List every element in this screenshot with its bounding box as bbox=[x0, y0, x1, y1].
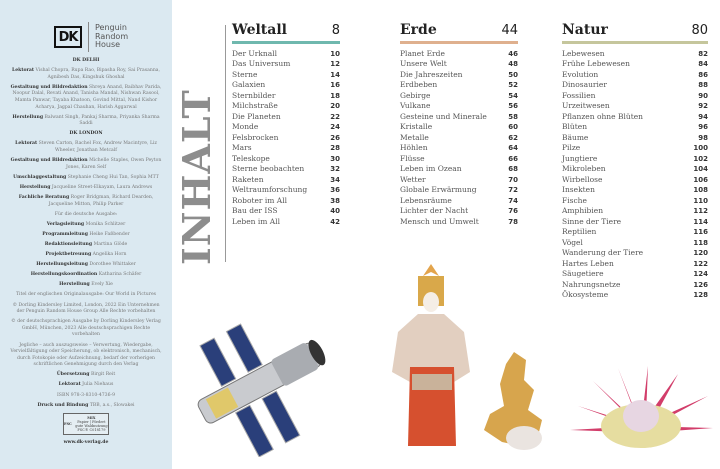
toc-entry[interactable] bbox=[232, 206, 340, 217]
toc-entry-title: Hartes Leben bbox=[562, 258, 614, 268]
credits-line bbox=[8, 115, 164, 128]
credits-role: Übersetzung bbox=[56, 372, 90, 378]
toc-entry-title: Teleskope bbox=[232, 153, 270, 163]
dk-logo: DK bbox=[54, 26, 82, 48]
toc-entry-title: Fische bbox=[562, 195, 587, 205]
toc-entry[interactable] bbox=[232, 59, 340, 70]
section-title[interactable]: Erde bbox=[400, 22, 437, 38]
toc-entry-title: Bäume bbox=[562, 132, 589, 142]
toc-entry[interactable] bbox=[400, 175, 518, 186]
toc-entry-title: Die Jahreszeiten bbox=[400, 69, 463, 79]
toc-entry-page: 68 bbox=[508, 165, 518, 173]
toc-entry-title: Lichter der Nacht bbox=[400, 206, 469, 215]
toc-entry[interactable] bbox=[562, 238, 708, 249]
toc-entry-page: 120 bbox=[693, 249, 708, 257]
toc-entry-page: 74 bbox=[508, 196, 518, 205]
credits-names: Roger Bridgman, Richard Dearden, Jacqueline Mitton, Philip Parker bbox=[48, 195, 154, 207]
toc-entry[interactable] bbox=[400, 206, 518, 217]
toc-entry[interactable] bbox=[562, 259, 708, 270]
toc-entry-page: 126 bbox=[693, 280, 708, 289]
toc-entry-title: Planet Erde bbox=[400, 48, 445, 58]
toc-entry-title: Wirbellose bbox=[562, 174, 603, 184]
section-header[interactable] bbox=[562, 22, 708, 41]
geisha-figure-image bbox=[390, 262, 472, 454]
toc-section-erde bbox=[400, 22, 518, 227]
credits-heading-text: DK LONDON bbox=[69, 131, 103, 137]
toc-entry-title: Leben im All bbox=[232, 216, 280, 226]
toc-entry-title: Milchstraße bbox=[232, 101, 278, 110]
toc-entry[interactable] bbox=[400, 112, 518, 123]
credits-role: Gestaltung und Bildredaktion bbox=[10, 84, 88, 90]
credits-names: Vishal Chopra, Rupa Rao, Bipasha Roy, Sai Prasanna, Agnibesh Das, Kingshuk Ghoshal bbox=[35, 68, 160, 80]
credits-role: Verlagsleitung bbox=[46, 221, 85, 227]
credits-line bbox=[8, 282, 164, 289]
toc-entry-title: Monde bbox=[232, 122, 259, 131]
credits-line bbox=[8, 141, 164, 154]
toc-entry-title: Weltraumforschung bbox=[232, 185, 308, 194]
section-header[interactable] bbox=[400, 22, 518, 41]
toc-entry-page: 60 bbox=[508, 123, 518, 131]
toc-entry[interactable] bbox=[400, 217, 518, 228]
toc-entry[interactable] bbox=[562, 206, 708, 217]
toc-entry[interactable] bbox=[232, 143, 340, 154]
toc-entry-title: Globale Erwärmung bbox=[400, 185, 477, 194]
toc-entry-page: 76 bbox=[508, 207, 518, 215]
credits-role: Lektorat bbox=[11, 68, 35, 74]
toc-entry[interactable] bbox=[562, 122, 708, 133]
credits-role: Fachliche Beratung bbox=[18, 195, 70, 200]
credits-names: TBB, a.s., Slowakei bbox=[89, 402, 135, 408]
toc-entry-page: 38 bbox=[330, 196, 340, 205]
credits-names: Evely Xie bbox=[91, 282, 113, 288]
credits-line bbox=[8, 292, 164, 299]
toc-entry-page: 118 bbox=[693, 238, 708, 247]
toc-entry[interactable] bbox=[400, 154, 518, 165]
credits-names: Jegliche – auch auszugsweise – Verwertung, Wiedergabe, Vervielfältigung oder Speicherung, ob elektronisch, mechanisch, durch Fotokopie oder Aufzeichnung, bedarf der vorherigen schriftlichen Genehmigung durch den Verlag bbox=[10, 342, 162, 368]
toc-entry-page: 56 bbox=[508, 102, 518, 110]
toc-entry[interactable] bbox=[562, 70, 708, 81]
toc-entry-page: 124 bbox=[693, 270, 708, 278]
toc-entry-page: 116 bbox=[693, 228, 708, 236]
toc-entry-page: 32 bbox=[330, 165, 340, 173]
toc-entry-page: 84 bbox=[698, 60, 708, 68]
toc-entry[interactable] bbox=[562, 164, 708, 175]
toc-entry-title: Dinosaurier bbox=[562, 80, 607, 89]
toc-entry[interactable] bbox=[232, 122, 340, 133]
credits-role: Projektbetreuung bbox=[45, 252, 92, 258]
toc-entry-title: Lebensräume bbox=[400, 195, 452, 205]
credits-names: © Dorling Kindersley Limited, London, 2022 Ein Unternehmen der Penguin Random House Group Alle Rechte vorbehalten bbox=[12, 302, 160, 315]
toc-entry-page: 128 bbox=[693, 291, 708, 299]
toc-entry-title: Lebewesen bbox=[562, 48, 605, 58]
credits-heading bbox=[8, 58, 164, 65]
toc-entry-title: Flüsse bbox=[400, 153, 425, 163]
credits-names: Titel der englischen Originalausgabe: Our World in Pictures bbox=[15, 292, 157, 298]
toc-entry-page: 86 bbox=[698, 70, 708, 79]
toc-entry-page: 46 bbox=[508, 49, 518, 58]
toc-entry-title: Gesteine und Minerale bbox=[400, 111, 487, 121]
prh-line: Penguin bbox=[95, 23, 127, 33]
toc-entry-title: Der Urknall bbox=[232, 48, 277, 58]
toc-entry-title: Gebirge bbox=[400, 90, 431, 100]
credits-heading-text: DK DELHI bbox=[72, 58, 100, 63]
toc-entry-page: 94 bbox=[698, 112, 708, 121]
toc-entry[interactable] bbox=[562, 49, 708, 60]
toc-entry[interactable] bbox=[562, 143, 708, 154]
toc-entry-title: Felsbrocken bbox=[232, 132, 279, 142]
credits-line bbox=[8, 68, 164, 81]
toc-entry-page: 26 bbox=[330, 133, 340, 142]
toc-entry[interactable] bbox=[562, 217, 708, 228]
toc-entry-title: Pflanzen ohne Blüten bbox=[562, 111, 643, 121]
toc-entry-title: Sinne der Tiere bbox=[562, 216, 622, 226]
toc-entry[interactable] bbox=[232, 175, 340, 186]
credits-role: Programmleitung bbox=[42, 231, 88, 237]
toc-entry-page: 58 bbox=[508, 112, 518, 121]
credits-line bbox=[8, 303, 164, 316]
toc-section-weltall bbox=[232, 22, 340, 227]
toc-entry-page: 82 bbox=[698, 49, 708, 58]
gold-nugget-image bbox=[478, 350, 550, 454]
credits-names: Balwant Singh, Pankaj Sharma, Priyanka Sharma Saddi bbox=[44, 114, 160, 127]
website-line bbox=[8, 440, 164, 447]
toc-entry-page: 96 bbox=[698, 123, 708, 131]
credits-names: Stephanie Cheng Hui Tan, Sophia MTT bbox=[67, 174, 159, 180]
credits-line bbox=[8, 85, 164, 111]
toc-entry-title: Leben im Ozean bbox=[400, 164, 462, 173]
toc-entry[interactable] bbox=[232, 154, 340, 165]
credits-line bbox=[8, 372, 164, 379]
credits-line bbox=[8, 403, 164, 410]
fsc-mix: MIX bbox=[87, 416, 96, 421]
toc-entry-page: 52 bbox=[508, 81, 518, 89]
toc-entry-page: 90 bbox=[698, 91, 708, 100]
toc-entry-title: Metalle bbox=[400, 132, 429, 142]
toc-entry[interactable] bbox=[232, 133, 340, 144]
toc-entry[interactable] bbox=[232, 101, 340, 112]
toc-entry[interactable] bbox=[562, 269, 708, 280]
credits-role: Redaktionsleitung bbox=[44, 241, 93, 247]
toc-entry-page: 48 bbox=[508, 60, 518, 68]
protea-flower-image bbox=[568, 366, 714, 454]
toc-entry-title: Evolution bbox=[562, 69, 599, 79]
toc-entry-page: 88 bbox=[698, 81, 708, 89]
toc-entry-title: Wetter bbox=[400, 174, 426, 184]
toc-entry[interactable] bbox=[400, 59, 518, 70]
toc-entry-page: 50 bbox=[508, 70, 518, 79]
toc-entry-title: Säugetiere bbox=[562, 269, 604, 278]
toc-entry-title: Unsere Welt bbox=[400, 59, 447, 68]
toc-entry-title: Sterne bbox=[232, 69, 258, 79]
toc-entry-title: Vögel bbox=[562, 237, 583, 247]
page-title: INHALT bbox=[174, 89, 219, 265]
toc-entry-page: 98 bbox=[698, 133, 708, 142]
toc-entry-page: 14 bbox=[330, 70, 340, 79]
credits-line bbox=[8, 232, 164, 239]
credits-names: Steven Carton, Rachel Fox, Andrew Macintyre, Liz Wheeler, Jonathan Metcalf bbox=[38, 141, 157, 154]
toc-entry-page: 112 bbox=[693, 207, 708, 215]
toc-entry-page: 106 bbox=[693, 175, 708, 184]
credits-role: Herstellungskoordination bbox=[30, 272, 98, 278]
toc-entry-title: Insekten bbox=[562, 185, 595, 194]
website-link[interactable]: www.dk-verlag.de bbox=[63, 440, 109, 446]
toc-entry-title: Das Universum bbox=[232, 59, 291, 68]
toc-entry-page: 102 bbox=[693, 154, 708, 163]
credits-names: Jacqueline Street-Elkayam, Laura Andrews bbox=[51, 184, 153, 190]
toc-entry-title: Die Planeten bbox=[232, 111, 281, 121]
toc-entry[interactable] bbox=[562, 59, 708, 70]
toc-entry-title: Urzeitwesen bbox=[562, 101, 610, 110]
credits-names: Angelika Horn bbox=[92, 252, 127, 258]
credits-role: Gestaltung und Bildredaktion bbox=[10, 158, 88, 164]
fsc-label: Papier | Fördert gute Waldnutzung bbox=[75, 420, 108, 429]
toc-entry-title: Roboter im All bbox=[232, 195, 288, 205]
toc-entry[interactable] bbox=[562, 280, 708, 291]
credits-line bbox=[8, 382, 164, 389]
credits-names: Julia Niehaus bbox=[82, 382, 114, 388]
credits-role: Lektorat bbox=[58, 382, 81, 388]
credits-role: Umschlaggestaltung bbox=[13, 174, 67, 180]
section-page: 8 bbox=[331, 23, 340, 38]
fsc-logo bbox=[63, 413, 109, 435]
toc-entry[interactable] bbox=[400, 133, 518, 144]
toc-entry[interactable] bbox=[400, 80, 518, 91]
toc-entry-page: 66 bbox=[508, 154, 518, 163]
toc-entry-title: Wanderung der Tiere bbox=[562, 248, 644, 257]
toc-entry-title: Erdbeben bbox=[400, 80, 438, 89]
credits-line bbox=[8, 343, 164, 369]
toc-entry-title: Vulkane bbox=[400, 101, 431, 110]
toc-entry[interactable] bbox=[562, 248, 708, 259]
credits-line bbox=[8, 195, 164, 208]
toc-entry[interactable] bbox=[400, 143, 518, 154]
toc-entry-title: Frühe Lebewesen bbox=[562, 59, 630, 68]
toc-entry[interactable] bbox=[562, 196, 708, 207]
toc-entry-page: 42 bbox=[330, 217, 340, 226]
toc-entry-page: 22 bbox=[330, 112, 340, 121]
toc-entry-page: 18 bbox=[330, 91, 340, 100]
credits-line bbox=[8, 158, 164, 171]
section-page: 80 bbox=[691, 23, 708, 38]
toc-entry[interactable] bbox=[562, 175, 708, 186]
fsc-text bbox=[75, 416, 108, 432]
credits-line bbox=[8, 393, 164, 400]
credits-role: Herstellungsleitung bbox=[36, 262, 88, 268]
toc-entry[interactable] bbox=[562, 227, 708, 238]
toc-entry-page: 108 bbox=[693, 186, 708, 194]
toc-entry-page: 62 bbox=[508, 133, 518, 142]
toc-entry-title: Galaxien bbox=[232, 80, 266, 89]
toc-entry-page: 36 bbox=[330, 186, 340, 194]
toc-entry[interactable] bbox=[400, 196, 518, 207]
credits-names: ISBN 978-3-8310-4736-9 bbox=[56, 392, 116, 398]
toc-entry-title: Raketen bbox=[232, 174, 264, 184]
toc-entry-page: 40 bbox=[330, 207, 340, 215]
toc-entry[interactable] bbox=[562, 185, 708, 196]
credits-line bbox=[8, 242, 164, 249]
toc-entry[interactable] bbox=[232, 49, 340, 60]
toc-entry[interactable] bbox=[562, 91, 708, 102]
credits-names: Michelle Staples, Owen Peyton Jones, Karen Self bbox=[65, 158, 162, 170]
toc-entry-page: 54 bbox=[508, 91, 518, 100]
divider-line bbox=[225, 25, 226, 262]
toc-entry-page: 104 bbox=[693, 165, 708, 173]
toc-entry-title: Amphibien bbox=[562, 206, 604, 215]
toc-entry-title: Jungtiere bbox=[562, 153, 598, 163]
toc-entry-page: 34 bbox=[330, 175, 340, 184]
credits-names: Katharina Schäfer bbox=[98, 272, 142, 278]
hubble-telescope-image bbox=[185, 312, 335, 457]
toc-entry-title: Sterne beobachten bbox=[232, 164, 305, 173]
credits-role: Druck und Bindung bbox=[37, 402, 89, 408]
section-page: 44 bbox=[501, 23, 518, 38]
credits-role: Herstellung bbox=[59, 282, 90, 288]
credits-line bbox=[8, 319, 164, 339]
credits-line bbox=[8, 185, 164, 192]
toc-entry-page: 92 bbox=[698, 102, 708, 110]
credits-heading bbox=[8, 131, 164, 138]
toc-entry-title: Reptilien bbox=[562, 227, 597, 236]
section-rule bbox=[562, 41, 708, 44]
toc-entry-page: 12 bbox=[330, 60, 340, 68]
toc-entry-page: 72 bbox=[508, 186, 518, 194]
toc-entry[interactable] bbox=[232, 91, 340, 102]
toc-entry-page: 10 bbox=[330, 49, 340, 58]
toc-entry-title: Fossilien bbox=[562, 90, 596, 100]
section-title[interactable]: Weltall bbox=[232, 22, 287, 38]
toc-entry[interactable] bbox=[562, 290, 708, 301]
toc-section-natur bbox=[562, 22, 708, 301]
section-header[interactable] bbox=[232, 22, 340, 41]
toc-entry-page: 78 bbox=[508, 217, 518, 226]
toc-entry-title: Bau der ISS bbox=[232, 206, 278, 215]
credits-names: Für die deutsche Ausgabe: bbox=[54, 211, 118, 217]
toc-entry[interactable] bbox=[400, 49, 518, 60]
toc-entry-page: 24 bbox=[330, 123, 340, 131]
section-rule bbox=[400, 41, 518, 44]
toc-entry-title: Kristalle bbox=[400, 122, 433, 131]
toc-entry[interactable] bbox=[562, 154, 708, 165]
toc-entry[interactable] bbox=[232, 196, 340, 207]
credits-role: Herstellung bbox=[19, 184, 51, 190]
fsc-code: FSC® C018179 bbox=[77, 428, 106, 433]
toc-entry[interactable] bbox=[232, 164, 340, 175]
toc-entry[interactable] bbox=[232, 70, 340, 81]
credits-names: Monika Schlitzer bbox=[85, 221, 126, 227]
credits-names: Dorothee Whittaker bbox=[89, 262, 136, 268]
dk-prh-logo bbox=[54, 22, 128, 52]
credits-line bbox=[8, 272, 164, 279]
toc-entry-title: Nahrungsnetze bbox=[562, 279, 621, 289]
toc-entry[interactable] bbox=[562, 101, 708, 112]
toc-entry[interactable] bbox=[400, 91, 518, 102]
toc-entry-page: 30 bbox=[330, 154, 340, 163]
toc-entry[interactable] bbox=[232, 112, 340, 123]
credits-names: Martina Glöde bbox=[93, 241, 128, 247]
toc-entry-page: 110 bbox=[693, 196, 708, 205]
credits-line bbox=[8, 212, 164, 219]
toc-entry-title: Pilze bbox=[562, 143, 581, 152]
toc-entry-title: Höhlen bbox=[400, 143, 428, 152]
credits-line bbox=[8, 252, 164, 259]
toc-entry-page: 20 bbox=[330, 102, 340, 110]
toc-entry-page: 64 bbox=[508, 144, 518, 152]
credits-line bbox=[8, 175, 164, 182]
toc-entry[interactable] bbox=[232, 80, 340, 91]
toc-entry-page: 16 bbox=[330, 81, 340, 89]
section-rule bbox=[232, 41, 340, 44]
toc-entry[interactable] bbox=[562, 80, 708, 91]
toc-entry-title: Ökosysteme bbox=[562, 290, 609, 299]
prh-line: House bbox=[95, 40, 121, 50]
section-title[interactable]: Natur bbox=[562, 22, 608, 38]
credits-panel bbox=[0, 0, 172, 469]
toc-entry[interactable] bbox=[562, 133, 708, 144]
toc-entry-page: 100 bbox=[693, 144, 708, 152]
toc-entry[interactable] bbox=[400, 164, 518, 175]
toc-entry[interactable] bbox=[400, 70, 518, 81]
toc-entry-title: Mensch und Umwelt bbox=[400, 216, 479, 226]
toc-entry-title: Blüten bbox=[562, 122, 588, 131]
toc-entry-page: 70 bbox=[508, 175, 518, 184]
credits-role: Herstellung bbox=[12, 114, 44, 120]
credits-names: Heike Faßbender bbox=[89, 231, 130, 237]
toc-entry-page: 28 bbox=[330, 144, 340, 152]
toc-entry[interactable] bbox=[400, 101, 518, 112]
logo-divider bbox=[88, 22, 89, 52]
toc-entry-page: 122 bbox=[693, 259, 708, 268]
toc-entry[interactable] bbox=[400, 185, 518, 196]
credits-names: Shreya Anand, Baibhav Parida, Noopur Dalal, Revati Anand, Tanisha Mandal, Nishwan Rasool, Mamta Panwar, Tayaba Khatoon, Govind Mittal, Nand Kishor Acharya, Jagpal Chauhan, Harish Aggarwal bbox=[12, 84, 162, 110]
toc-entry[interactable] bbox=[400, 122, 518, 133]
fsc-mark: FSC bbox=[64, 422, 72, 427]
credits-role: Lektorat bbox=[15, 141, 38, 147]
toc-entry-title: Mars bbox=[232, 143, 252, 152]
prh-line: Random bbox=[95, 31, 129, 41]
toc-entry[interactable] bbox=[562, 112, 708, 123]
credits-line bbox=[8, 262, 164, 269]
credits-names: © der deutschsprachigen Ausgabe by Dorling Kindersley Verlag GmbH, München, 2023 Alle deutschsprachigen Rechte vorbehalten bbox=[11, 319, 161, 338]
credits-line bbox=[8, 222, 164, 229]
toc-entry[interactable] bbox=[232, 185, 340, 196]
toc-entry-title: Sternbilder bbox=[232, 90, 276, 100]
toc-entry-page: 114 bbox=[693, 217, 708, 226]
credits-names: Birgit Reit bbox=[90, 372, 116, 378]
toc-entry[interactable] bbox=[232, 217, 340, 228]
prh-logo bbox=[95, 24, 128, 50]
toc-entry-title: Mikroleben bbox=[562, 164, 606, 173]
credits-text bbox=[8, 58, 164, 450]
